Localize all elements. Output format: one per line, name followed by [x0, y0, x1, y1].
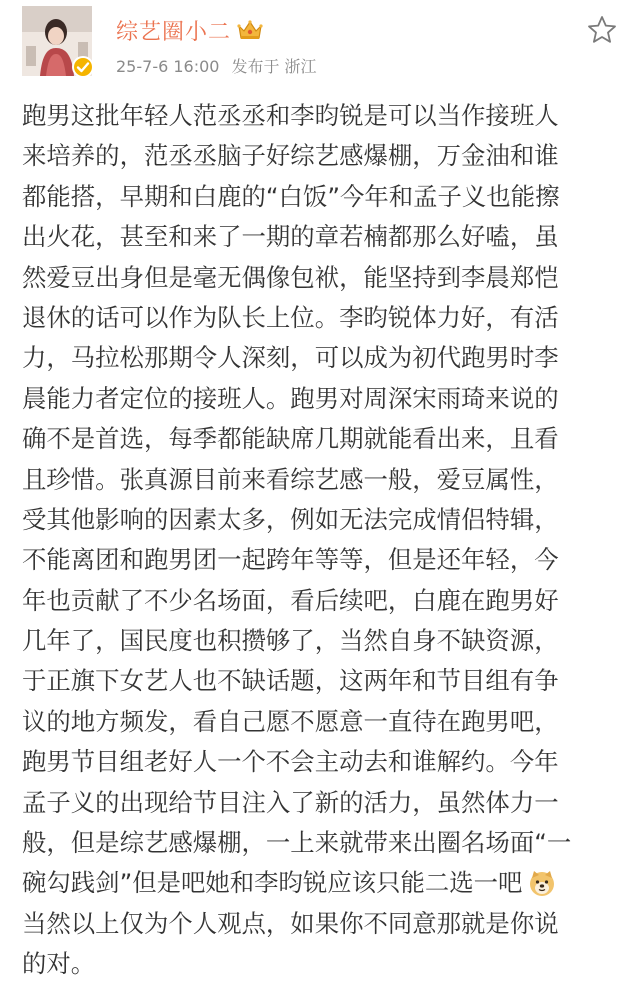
post-line: 当然以上仅为个人观点，如果你不同意那就是你说 [22, 908, 559, 938]
post-line: 孟子义的出现给节目注入了新的活力，虽然体力一 [22, 787, 559, 817]
post-line: 晨能力者定位的接班人。跑男对周深宋雨琦来说的 [22, 383, 559, 413]
username[interactable]: 综艺圈小二 [116, 19, 232, 45]
post-line: 的对。 [22, 949, 96, 979]
post-time: 25-7-6 16:00 [116, 57, 220, 76]
post-line: 受其他影响的因素太多，例如无法完成情侣特辑， [22, 504, 559, 534]
post-line: 确不是首选，每季都能缺席几期就能看出来，且看 [22, 424, 559, 454]
post-header [0, 0, 640, 90]
crown-icon [237, 19, 263, 41]
post-line: 出火花，甚至和来了一期的章若楠都那么好嗑，虽 [22, 222, 559, 252]
post-line: 几年了，国民度也积攒够了，当然自身不缺资源， [22, 626, 559, 656]
post-source: 发布于 浙江 [231, 57, 317, 76]
doge-emoji-icon [528, 869, 556, 897]
post-body [22, 96, 628, 985]
avatar[interactable] [22, 6, 92, 76]
post-line: 跑男这批年轻人范丞丞和李昀锐是可以当作接班人 [22, 101, 559, 130]
post-line: 都能搭，早期和白鹿的“白饭”今年和孟子义也能擦 [22, 181, 560, 211]
post-line: 议的地方频发，看自己愿不愿意一直待在跑男吧， [22, 706, 559, 736]
post-line: 力，马拉松那期令人深刻，可以成为初代跑男时李 [22, 343, 559, 373]
post-line: 年也贡献了不少名场面，看后续吧，白鹿在跑男好 [22, 585, 559, 615]
post-line-with-emoji [22, 863, 628, 903]
user-line [116, 14, 263, 46]
post-line: 退休的话可以作为队长上位。李昀锐体力好，有活 [22, 302, 559, 332]
post-line: 般，但是综艺感爆棚，一上来就带来出圈名场面“一 [22, 828, 572, 858]
post-line: 不能离团和跑男团一起跨年等等，但是还年轻，今 [22, 545, 559, 575]
post-meta [116, 54, 317, 77]
verified-badge-icon [72, 56, 94, 78]
post-line: 跑男节目组老好人一个不会主动去和谁解约。今年 [22, 747, 559, 777]
post-line: 于正旗下女艺人也不缺话题，这两年和节目组有争 [22, 666, 559, 696]
post-line: 来培养的，范丞丞脑子好综艺感爆棚，万金油和谁 [22, 141, 559, 171]
post-line: 然爱豆出身但是毫无偶像包袱，能坚持到李晨郑恺 [22, 262, 559, 292]
post-line-text: 碗勾践剑”但是吧她和李昀锐应该只能二选一吧 [22, 868, 523, 898]
post-line: 且珍惜。张真源目前来看综艺感一般，爱豆属性， [22, 464, 559, 494]
star-outline-icon[interactable] [586, 14, 618, 46]
